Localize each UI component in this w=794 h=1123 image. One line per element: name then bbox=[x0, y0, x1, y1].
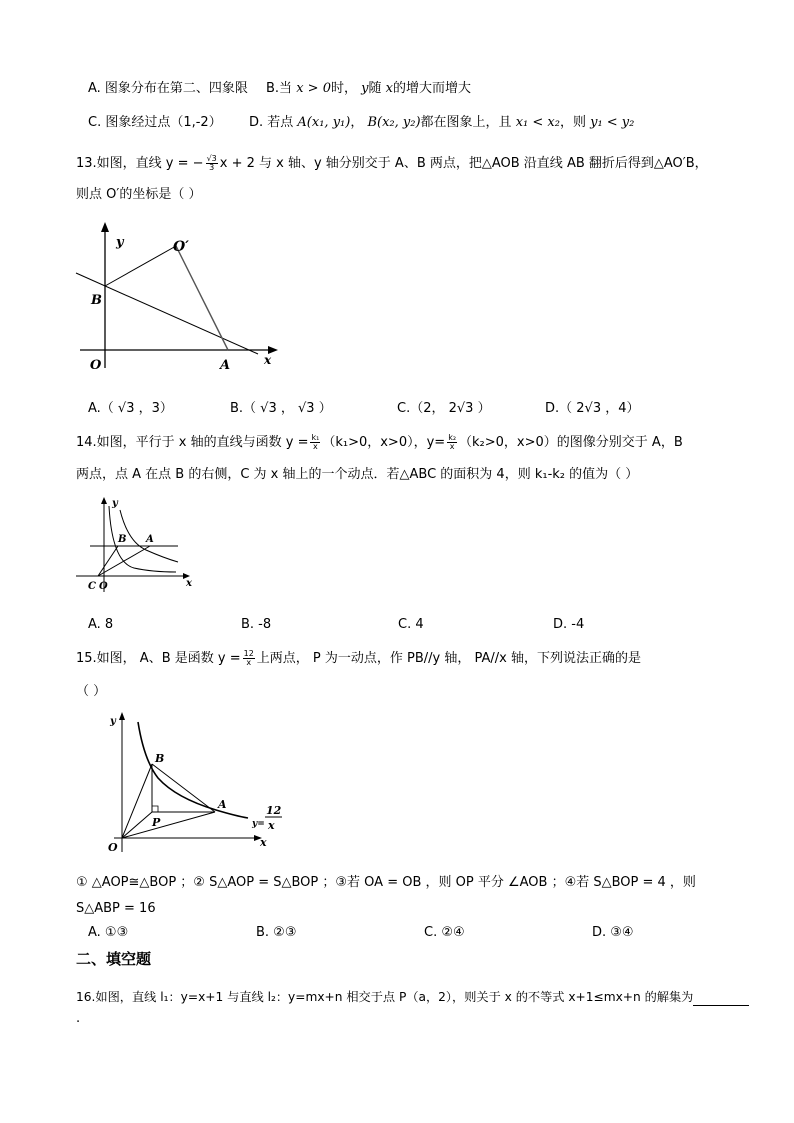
q13-label-oprime: O′ bbox=[173, 239, 189, 255]
q14-y-arrow-icon bbox=[101, 497, 107, 504]
q15-curve bbox=[138, 722, 248, 818]
q15-statements-text2: S△ABP = 16 bbox=[76, 901, 156, 916]
q15-fraction bbox=[243, 650, 255, 667]
q13-stem-line2 bbox=[76, 186, 201, 204]
q15-label-p: P bbox=[152, 816, 161, 829]
q14-fraction2 bbox=[447, 434, 457, 451]
q14-fraction1-denominator: x bbox=[313, 442, 318, 451]
q15-stem-line2 bbox=[76, 683, 106, 701]
q13-line-ab bbox=[76, 273, 258, 354]
q14-label-y: y bbox=[112, 498, 118, 509]
q15-segment-ob bbox=[122, 764, 152, 838]
q12-option-a-text: A. 图象分布在第二、四象限 bbox=[88, 81, 248, 96]
q12-option-b bbox=[266, 80, 471, 98]
q13-label-o: O bbox=[90, 358, 102, 373]
q15-fraction-denominator: x bbox=[246, 658, 252, 667]
q14-label-x: x bbox=[186, 578, 192, 589]
q14-option-d: D. -4 bbox=[553, 617, 585, 632]
q15-option-d: D. ③④ bbox=[592, 925, 634, 940]
q16-stem-line1 bbox=[76, 988, 749, 1006]
q15-label-o: O bbox=[108, 841, 118, 854]
q13-fraction-denominator: 3 bbox=[209, 163, 215, 172]
q15-segment-oa bbox=[122, 812, 215, 838]
q15-y-arrow-icon bbox=[119, 712, 125, 720]
q14-option-b: B. -8 bbox=[241, 617, 272, 632]
q13-label-b: B bbox=[91, 293, 102, 308]
q13-option-d: D.（ 2√3 ，4） bbox=[545, 401, 640, 416]
q14-figure bbox=[72, 494, 202, 598]
q15-label-func-den: x bbox=[268, 819, 275, 832]
q13-fraction-numerator: √3 bbox=[206, 154, 217, 163]
q15-stem-question: （ ） bbox=[76, 684, 107, 699]
q13-option-b: B.（ √3 ， √3 ） bbox=[230, 401, 332, 416]
q15-segment-ab bbox=[152, 764, 215, 812]
q14-stem-suffix: （k₂>0，x>0）的图像分别交于 A，B bbox=[459, 435, 683, 450]
q13-label-y: y bbox=[116, 235, 124, 250]
q15-label-func: y= bbox=[252, 819, 265, 829]
q13-label-a: A bbox=[220, 358, 231, 373]
section-title-fill-in: 二、填空题 bbox=[76, 950, 152, 968]
q12-option-b-x: x bbox=[385, 81, 393, 96]
q15-stem-prefix: 15.如图， A、B 是函数 y = bbox=[76, 651, 241, 666]
q13-option-c: C.（2， 2√3 ） bbox=[397, 401, 491, 416]
q14-fraction2-denominator: x bbox=[449, 442, 455, 451]
q15-label-b: B bbox=[155, 752, 165, 765]
q14-label-b: B bbox=[118, 534, 127, 545]
q15-stem-suffix: 上两点， P 为一动点，作 PB//y 轴， PA//x 轴，下列说法正确的是 bbox=[256, 651, 641, 666]
q14-option-c: C. 4 bbox=[398, 617, 424, 632]
q14-stem-prefix: 14.如图，平行于 x 轴的直线与函数 y = bbox=[76, 435, 309, 450]
q12-option-b-mid: 时， bbox=[330, 81, 357, 96]
q12-option-d-prefix: D. 若点 bbox=[249, 115, 294, 130]
q14-stem-line1 bbox=[76, 434, 683, 452]
q13-segment-b-oprime bbox=[105, 246, 176, 286]
q15-statements-line2 bbox=[76, 900, 156, 918]
q15-option-b: B. ②③ bbox=[256, 925, 297, 940]
q14-fraction1-numerator: k₁ bbox=[311, 433, 320, 442]
q13-stem-suffix: x + 2 与 x 轴、y 轴分别交于 A、B 两点，把△AOB 沿直线 AB 翻折后得到△AO′B， bbox=[219, 156, 708, 171]
q16-stem-line2 bbox=[76, 1010, 80, 1028]
q14-stem-mid: （k₁>0，x>0），y= bbox=[322, 435, 446, 450]
q13-option-a: A.（ √3 ，3） bbox=[88, 401, 173, 416]
q15-label-a: A bbox=[218, 798, 227, 811]
q15-option-c: C. ②④ bbox=[424, 925, 465, 940]
q12-option-d-condition1: x₁ < x₂ bbox=[515, 115, 560, 130]
q12-option-d-mid2: ，则 bbox=[559, 115, 586, 130]
q16-stem-period: . bbox=[76, 1011, 81, 1026]
q14-label-o: O bbox=[99, 581, 108, 592]
q14-segment-cb bbox=[98, 546, 118, 576]
q12-option-d-condition2: y₁ < y₂ bbox=[590, 115, 635, 130]
q15-option-a: A. ①③ bbox=[88, 925, 129, 940]
q13-stem-prefix: 13.如图，直线 y = − bbox=[76, 156, 204, 171]
q12-option-b-prefix: B.当 bbox=[266, 81, 293, 96]
q13-label-x: x bbox=[264, 353, 272, 367]
q15-statements-line1 bbox=[76, 874, 696, 892]
q14-segment-ca bbox=[98, 546, 150, 576]
q12-option-d: D. 若点 A(x₁, y₁)， B(x₂, y₂)都在图象上，且 x₁ < x₂，则 y₁ < y₂ bbox=[249, 115, 635, 130]
q16-answer-blank[interactable] bbox=[693, 993, 749, 1006]
q14-label-a: A bbox=[146, 534, 154, 545]
q12-option-d-mid: 都在图象上，且 bbox=[420, 115, 512, 130]
q12-option-a bbox=[88, 80, 248, 98]
q12-option-c bbox=[88, 114, 222, 132]
q14-fraction1 bbox=[310, 434, 320, 451]
q15-fraction-numerator: 12 bbox=[243, 649, 254, 658]
q13-figure bbox=[72, 218, 292, 378]
q14-label-c: C bbox=[88, 581, 96, 592]
q15-stem-line1 bbox=[76, 650, 641, 668]
q15-label-y: y bbox=[110, 716, 116, 727]
q15-label-x: x bbox=[260, 836, 267, 849]
q12-option-b-condition: x > 0 bbox=[296, 81, 331, 96]
q13-stem-line1 bbox=[76, 155, 708, 173]
q12-option-c-text: C. 图象经过点（1,-2） bbox=[88, 115, 222, 130]
q14-option-a: A. 8 bbox=[88, 617, 114, 632]
q13-fraction bbox=[206, 155, 218, 172]
q14-fraction2-numerator: k₂ bbox=[448, 433, 457, 442]
q12-option-d-point-a: A(x₁, y₁) bbox=[297, 115, 351, 130]
q15-statements-text1: ① △AOP≅△BOP ；② S△AOP = S△BOP ；③若 OA = OB ，则 OP 平分 ∠AOB ；④若 S△BOP = 4 ，则 bbox=[76, 875, 696, 890]
q15-right-angle-mark bbox=[152, 806, 158, 812]
q13-stem-question: 则点 O′的坐标是（ ） bbox=[76, 187, 202, 202]
q15-label-func-num: 12 bbox=[266, 804, 282, 817]
q12-option-b-suffix: 的增大而增大 bbox=[392, 81, 471, 96]
q12-option-b-mid2: 随 bbox=[368, 81, 382, 96]
q13-y-arrow-icon bbox=[101, 222, 109, 232]
q16-stem-text: 16.如图，直线 l₁：y=x+1 与直线 l₂：y=mx+n 相交于点 P（a，2），则关于 x 的不等式 x+1≤mx+n 的解集为 bbox=[76, 990, 694, 1004]
q12-option-b-y: y bbox=[361, 81, 369, 96]
q13-segment-oprime-a bbox=[176, 246, 228, 350]
q15-figure bbox=[100, 708, 290, 858]
q14-stem-line2 bbox=[76, 466, 638, 484]
q14-stem-question: 两点，点 A 在点 B 的右侧，C 为 x 轴上的一个动点．若△ABC 的面积为 4，则 k₁-k₂ 的值为（ ） bbox=[76, 467, 639, 482]
q12-option-d-point-b: B(x₂, y₂) bbox=[367, 115, 421, 130]
